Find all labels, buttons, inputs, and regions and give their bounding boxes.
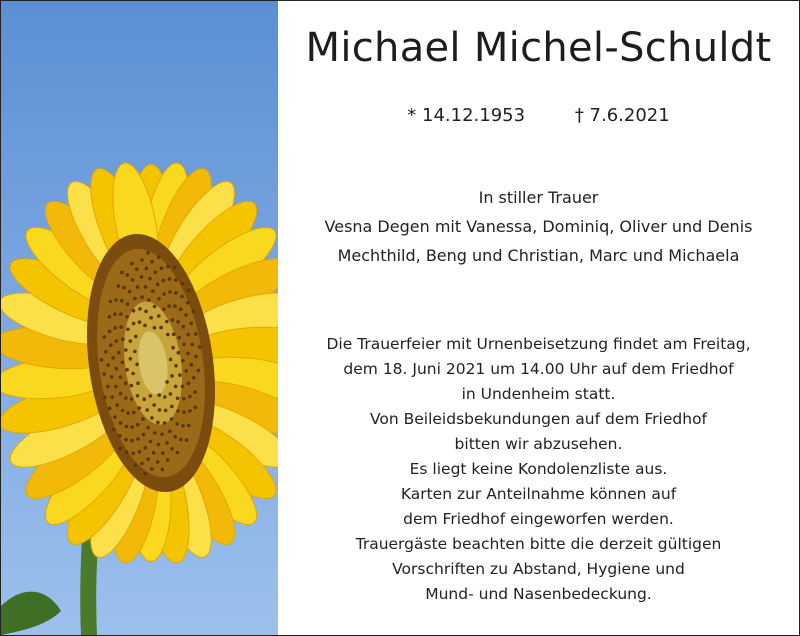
mourning-phrase: In stiller Trauer xyxy=(478,188,599,207)
deceased-name: Michael Michel-Schuldt xyxy=(305,25,772,71)
info-line: dem Friedhof eingeworfen werden. xyxy=(403,510,674,528)
mourner-line: Vesna Degen mit Vanessa, Dominiq, Oliver und Denis xyxy=(324,217,753,236)
birth-date: * 14.12.1953 xyxy=(407,105,526,126)
info-line: Es liegt keine Kondolenzliste aus. xyxy=(409,460,668,478)
life-dates xyxy=(278,105,799,126)
info-line: Mund- und Nasenbedeckung. xyxy=(425,585,652,603)
info-line: Karten zur Anteilnahme können auf xyxy=(400,485,677,503)
info-line: Vorschriften zu Abstand, Hygiene und xyxy=(392,560,685,578)
funeral-info xyxy=(278,332,799,607)
sunflower-image xyxy=(1,1,278,635)
death-date: † 7.6.2021 xyxy=(574,105,670,126)
mourner-line: Mechthild, Beng und Christian, Marc und Michaela xyxy=(337,246,740,265)
obituary-text xyxy=(278,1,799,635)
info-line: in Undenheim statt. xyxy=(461,385,616,403)
sunflower-photo xyxy=(1,1,278,635)
info-line: bitten wir abzusehen. xyxy=(454,435,623,453)
mourners-block xyxy=(278,183,799,270)
info-line: Trauergäste beachten bitte die derzeit gültigen xyxy=(355,535,722,553)
info-line: Von Beileidsbekundungen auf dem Friedhof xyxy=(369,410,708,428)
info-line: dem 18. Juni 2021 um 14.00 Uhr auf dem Friedhof xyxy=(343,360,734,378)
info-line: Die Trauerfeier mit Urnenbeisetzung findet am Freitag, xyxy=(326,335,751,353)
